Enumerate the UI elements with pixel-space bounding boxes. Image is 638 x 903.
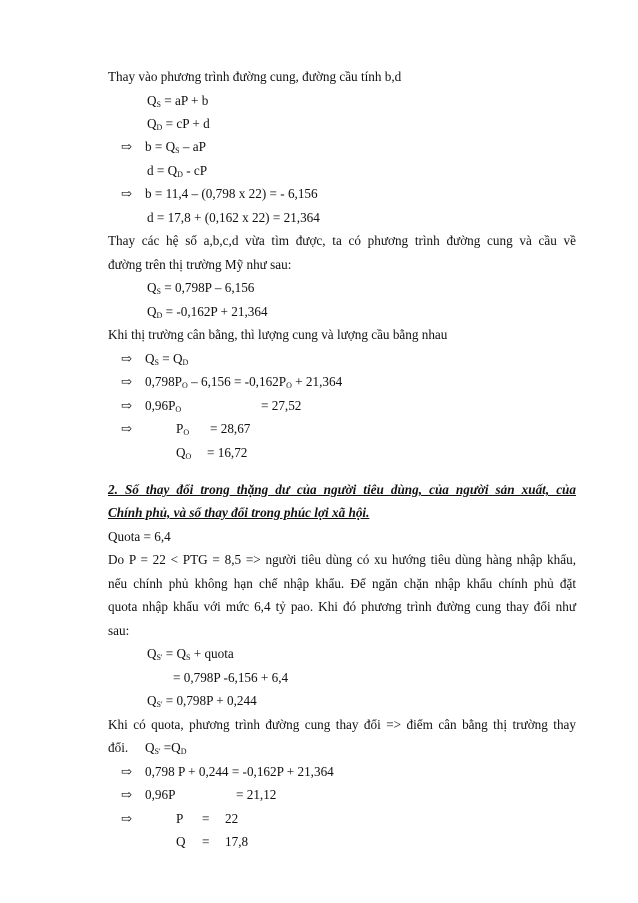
section-heading: 2. Số thay đổi trong thặng dư của người tiêu dùng, của người sản xuất, của — [108, 482, 576, 497]
paragraph-line: Khi thị trường cân bằng, thì lượng cung và lượng cầu bằng nhau — [108, 327, 448, 342]
equation-qd: $Q_D$ = cP + d — [147, 116, 210, 132]
equation-d-value: d = 17,8 + (0,162 x 22) = 21,364 — [147, 210, 320, 225]
implies-arrow-icon: ⇨ — [121, 421, 133, 436]
paragraph-line: Thay các hệ số a,b,c,d vừa tìm được, ta có phương trình đường cung và cầu về — [108, 233, 576, 248]
equation-demand: $Q_D = -0,162P + 21,364$ — [147, 304, 268, 320]
equation-supply: $Q_S = 0,798P - 6,156$ — [147, 280, 255, 296]
paragraph-line: sau: — [108, 623, 130, 638]
implies-arrow-icon: ⇨ — [121, 811, 133, 826]
equation-quota-result: $Q_{S'} = 0,798P + 0,244$ — [147, 693, 257, 709]
paragraph-line: Do P = 22 < PTG = 8,5 => người tiêu dùng có xu hướng tiêu dùng hàng nhập khẩu, — [108, 552, 576, 567]
paragraph-line: quota nhập khẩu với mức 6,4 tỷ pao. Khi đó phương trình đường cung thay đổi như — [108, 599, 576, 614]
implies-arrow-icon: ⇨ — [121, 787, 133, 802]
implies-arrow-icon: ⇨ — [121, 351, 133, 366]
document-page: Thay vào phương trình đường cung, đường cầu tính b,d $Q_S$ = aP + b $Q_D$ = cP + d ⇨ $b = Q_S$ – aP $d = Q_D$ - cP ⇨ b = 11,4 – (0,798 x 22) = - 6,156 d = 17,8 + (0,162 x 22) = 21,364 Thay các hệ số a,b,c,d vừa tìm được, ta có phương trình đường cung và cầu về đường trên thị trường Mỹ như sau: $Q_S = 0,798P - 6,156$ $Q_D = -0,162P + 21,364$ Khi thị trường cân bằng, thì lượng cung và lượng cầu bằng nhau ⇨ $Q_S = Q_D$ ⇨ $0,798P_O - 6,156 = -0,162P_O + 21,364$ ⇨ $0,96P_O$ = 27,52 ⇨ $P_O$ = 28,67 $Q_O$ = 16,72 2. Số thay đổi trong thặng dư của người tiêu dùng, của người sản xuất, của Chính phủ, và số thay đổi trong phúc lợi xã hội. Quota = 6,4 Do P = 22 < PTG = 8,5 => người tiêu dùng có xu hướng tiêu dùng hàng nhập khẩu, nếu chính phủ không hạn chế nhập khẩu. Để ngăn chặn nhập khẩu chính phủ đặt quota nhập khẩu với mức 6,4 tỷ pao. Khi đó phương trình đường cung thay đổi như sau: $Q_{S'} = Q_S$ + quota = 0,798P -6,156 + 6,4 $Q_{S'} = 0,798P + 0,244$ Khi có quota, phương trình đường cung thay đổi => điểm cân bằng thị trường thay đổi. $Q_{S'} =Q_D$ ⇨ 0,798 P + 0,244 = -0,162P + 21,364 ⇨ 0,96P = 21,12 ⇨ P = 22 Q = 17,8 — [108, 69, 576, 849]
implies-arrow-icon: ⇨ — [121, 139, 133, 154]
equation-quota-supply: $Q_{S'} = Q_S$ + quota — [147, 646, 234, 662]
text-line: Quota = 6,4 — [108, 529, 171, 544]
section-heading: Chính phủ, và số thay đổi trong phúc lợi xã hội. — [108, 505, 370, 520]
paragraph-line: Khi có quota, phương trình đường cung thay đổi => điểm cân bằng thị trường thay — [108, 717, 576, 732]
paragraph-line: nếu chính phủ không hạn chế nhập khẩu. Để ngăn chặn nhập khẩu chính phủ đặt — [108, 576, 576, 591]
implies-arrow-icon: ⇨ — [121, 398, 133, 413]
implies-arrow-icon: ⇨ — [121, 764, 133, 779]
implies-arrow-icon: ⇨ — [121, 186, 133, 201]
equation-quota-expanded: = 0,798P -6,156 + 6,4 — [173, 670, 289, 685]
implies-arrow-icon: ⇨ — [121, 374, 133, 389]
paragraph-line: đường trên thị trường Mỹ như sau: — [108, 257, 292, 272]
text-line: Thay vào phương trình đường cung, đường cầu tính b,d — [108, 69, 402, 84]
equation-qs: $Q_S$ = aP + b — [147, 93, 209, 109]
equation-d: $d = Q_D$ - cP — [147, 163, 208, 179]
